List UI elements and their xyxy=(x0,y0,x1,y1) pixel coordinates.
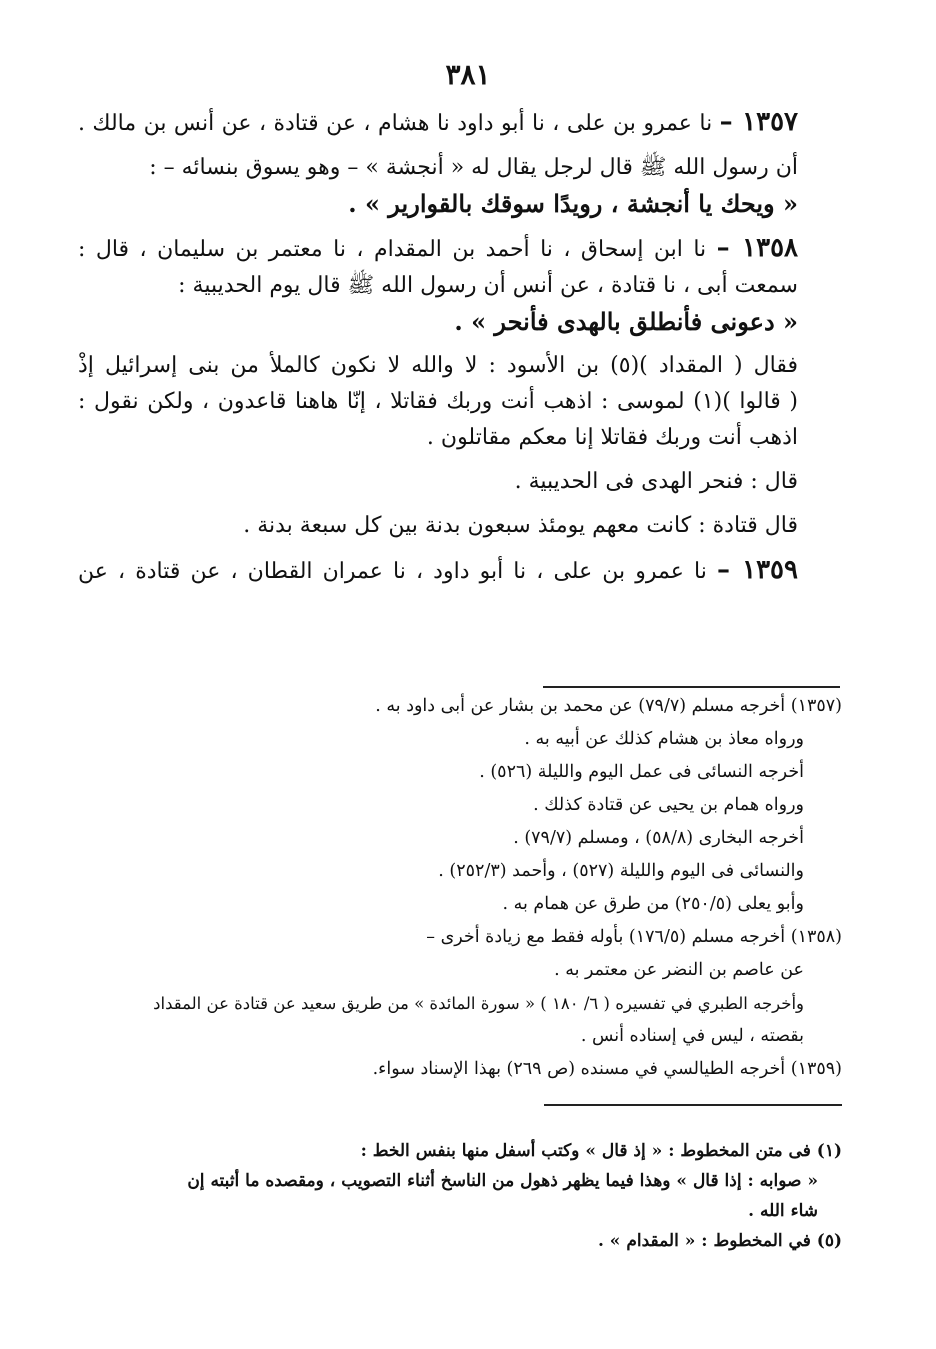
hadith-1359-line-1: ١٣٥٩ – نا عمرو بن على ، نا أبو داود ، نا عمران القطان ، عن قتادة ، عن xyxy=(78,555,798,585)
main-text xyxy=(78,104,798,590)
note-line: وأخرجه الطبري في تفسيره ( ٦/ ١٨٠ ) « سورة المائدة » من طريق سعيد عن قتادة عن المقداد xyxy=(153,994,804,1013)
hadith-1358-line-8: قال قتادة : كانت معهم يومئذ سبعون بدنة بين كل سبعة بدنة . xyxy=(243,513,798,538)
note-line: ورواه همام بن يحيى عن قتادة كذلك . xyxy=(533,795,804,815)
footnote-1-cont: شاء الله . xyxy=(748,1201,818,1221)
hadith-1357-line-1: ١٣٥٧ – نا عمرو بن على ، نا أبو داود نا هشام ، عن قتادة ، عن أنس بن مالك . xyxy=(78,107,798,137)
footnotes-rule xyxy=(544,1104,842,1106)
note-line: بقصته ، ليس في إسناده أنس . xyxy=(580,1026,804,1046)
hadith-1358-line-5: ( قالوا )(١) لموسى : اذهب أنت وربك فقاتلا ، إنّا هاهنا قاعدون ، ولكن نقول : xyxy=(78,389,799,414)
hadith-1358-line-1: ١٣٥٨ – نا ابن إسحاق ، نا أحمد بن المقدام ، نا معتمر بن سليمان ، قال : xyxy=(78,233,798,263)
hadith-1358-line-2: سمعت أبى ، نا قتادة ، عن أنس أن رسول الله ﷺ قال يوم الحديبية : xyxy=(178,273,798,298)
note-line: ورواه معاذ بن هشام كذلك عن أبيه به . xyxy=(524,729,804,749)
note-line: عن عاصم بن النضر عن معتمر به . xyxy=(554,960,804,980)
note-line: (١٣٥٧) أخرجه مسلم (٧٩/٧) عن محمد بن بشار عن أبى داود به . xyxy=(375,696,842,716)
note-line: أخرجه البخارى (٥٨/٨) ، ومسلم (٧٩/٧) . xyxy=(513,828,804,848)
takhrij-notes xyxy=(100,690,842,1086)
footnote-5: (٥) في المخطوط : « المقدام » . xyxy=(597,1231,842,1251)
notes-top-rule xyxy=(543,686,840,688)
hadith-1358-line-7: قال : فنحر الهدى فى الحديبية . xyxy=(514,469,798,494)
page-number: ٣٨١ xyxy=(445,58,491,91)
footnotes xyxy=(100,1136,842,1256)
footnote-1: (١) فى متن المخطوط : « إذ قال » وكتب أسفل منها بنفس الخط : xyxy=(360,1141,842,1161)
note-line: والنسائى فى اليوم والليلة (٥٢٧) ، وأحمد (٢٥٢/٣) . xyxy=(438,861,804,881)
note-line: (١٣٥٨) أخرجه مسلم (١٧٦/٥) بأوله فقط مع زيادة أخرى – xyxy=(426,927,842,947)
footnote-1-cont: « صوابه : إذا قال » وهذا فيما يظهر ذهول من الناسخ أثناء التصويب ، ومقصده ما أثبته إن xyxy=(187,1171,818,1191)
note-line: وأبو يعلى (٢٥٠/٥) من طرق عن همام به . xyxy=(502,894,804,914)
note-line: أخرجه النسائى فى عمل اليوم والليلة (٥٢٦) . xyxy=(479,762,804,782)
hadith-1357-matn: « ويحك يا أنجشة ، رويدًا سوقك بالقوارير » . xyxy=(348,189,798,218)
hadith-1358-line-4: فقال ( المقداد )(٥) بن الأسود : لا والله لا نكون كالملأ من بنى إسرائيل إذْ xyxy=(78,353,798,378)
hadith-1357-line-2: أن رسول الله ﷺ قال لرجل يقال له « أنجشة » – وهو يسوق بنسائه – : xyxy=(149,155,798,180)
hadith-1358-matn: « دعونى فأنطلق بالهدى فأنحر » . xyxy=(454,307,798,336)
hadith-1358-line-6: اذهب أنت وربك فقاتلا إنا معكم مقاتلون . xyxy=(426,425,798,450)
note-line: (١٣٥٩) أخرجه الطيالسي في مسنده (ص ٢٦٩) بهذا الإسناد سواء. xyxy=(372,1059,842,1079)
